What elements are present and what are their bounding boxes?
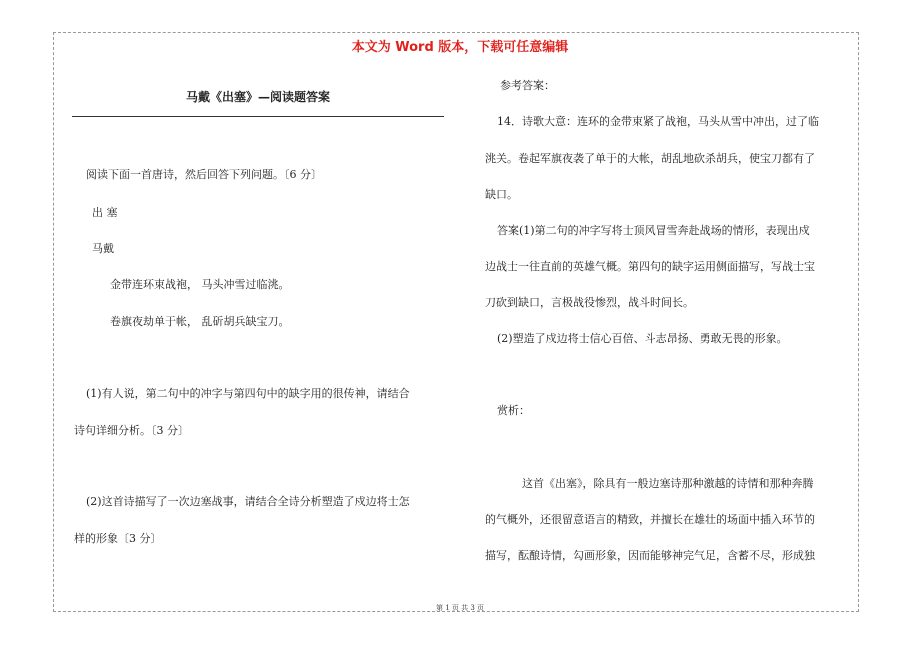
download-banner: 本文为 Word 版本，下载可任意编辑 [351,40,569,55]
poem-line-1: 金带连环束战袍， 马头冲雪过临洮。 [110,278,290,291]
question-2-line-1: (2)这首诗描写了一次边塞战事，请结合全诗分析塑造了戍边将士怎 [86,495,410,508]
answer-2: (2)塑造了戍边将士信心百倍、斗志昂扬、勇敢无畏的形象。 [497,332,788,345]
question-2-line-2: 样的形象〔3 分〕 [74,532,162,545]
answer-14-line-3: 缺口。 [485,188,518,201]
reference-answer-label: 参考答案： [500,79,555,92]
appreciation-line-3: 描写，酝酿诗情，勾画形象，因而能够神完气足，含蓄不尽，形成独 [485,549,815,562]
question-1-line-1: (1)有人说，第二句中的冲字与第四句中的缺字用的很传神，请结合 [86,387,410,400]
poem-author: 马戴 [92,242,114,255]
document-title: 马戴《出塞》—阅读题答案 [185,90,330,104]
page-number: 第 1 页 共 3 页 [435,604,485,612]
answer-1-line-3: 刀砍到缺口，言极战役惨烈，战斗时间长。 [485,296,694,309]
appreciation-label: 赏析： [497,404,530,417]
appreciation-line-1: 这首《出塞》，除具有一般边塞诗那种激越的诗情和那种奔腾 [522,477,814,490]
question-1-line-2: 诗句详细分析。〔3 分〕 [74,424,189,437]
appreciation-line-2: 的气概外，还很留意语言的精致，并擅长在雄壮的场面中插入环节的 [485,513,815,526]
instruction-text: 阅读下面一首唐诗，然后回答下列问题。〔6 分〕 [86,168,322,181]
poem-title: 出 塞 [92,206,118,219]
answer-14-line-1: 14．诗歌大意：连环的金带束紧了战袍，马头从雪中冲出，过了临 [497,115,819,128]
poem-line-2: 卷旗夜劫单于帐， 乱斫胡兵缺宝刀。 [110,315,290,328]
answer-1-line-2: 边战士一往直前的英雄气概。第四句的缺字运用侧面描写，写战士宝 [485,260,815,273]
title-underline [72,116,444,117]
answer-14-line-2: 洮关。卷起军旗夜袭了单于的大帐，胡乱地砍杀胡兵，使宝刀都有了 [485,152,815,165]
answer-1-line-1: 答案(1)第二句的冲字写将士顶风冒雪奔赴战场的情形，表现出戍 [497,224,810,237]
